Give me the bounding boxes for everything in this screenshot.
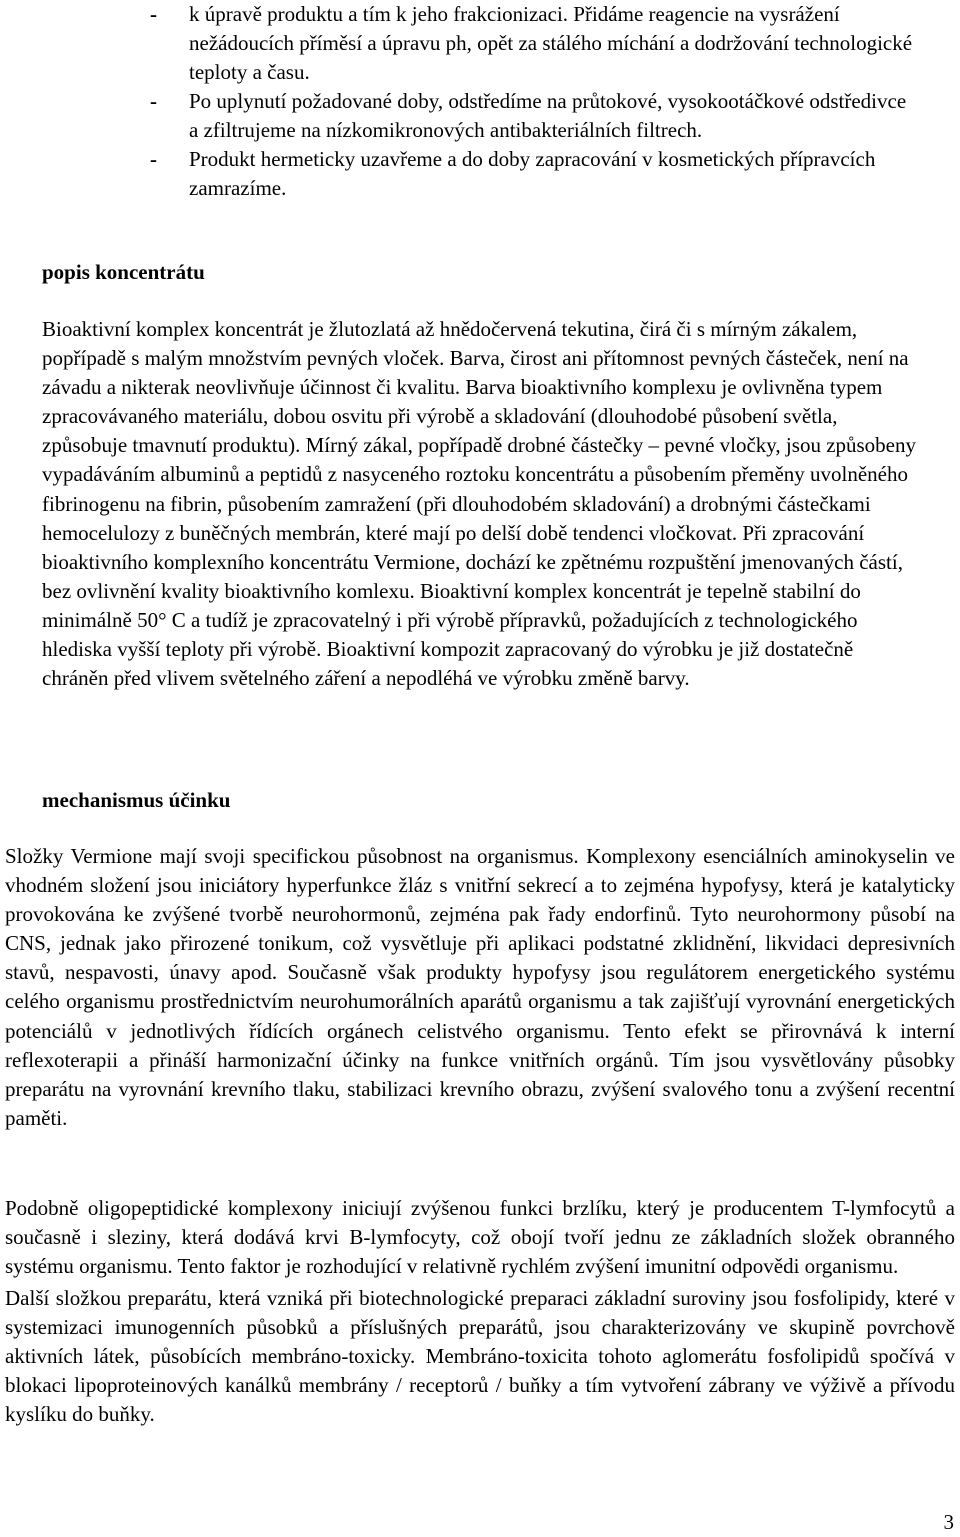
page-number: 3 [943, 1510, 954, 1534]
bullet-list [0, 0, 960, 203]
paragraph-mechanismus-2: Podobně oligopeptidické komplexony iniciují zvýšenou funkci brzlíku, který je producentem T-lymfocytů a současně i sleziny, která dodává krvi B-lymfocyty, což obojí tvoří jednu ze základních složek obranného systému organismu. Tento faktor je rozhodující v relativně rychlém zvýšení imunitní odpovědi organismu. [5, 1196, 955, 1279]
paragraph-mechanismus-1: Složky Vermione mají svoji specifickou působnost na organismus. Komplexony esenciálních aminokyselin ve vhodném složení jsou iniciátory hyperfunkce žláz s vnitřní sekrecí a to zejména hypofysy, která je katalyticky provokována ke zvýšené tvorbě neurohormonů, zejména pak řady endorfinů. Tyto neurohormony působí na CNS, jednak jako přirozené tonikum, což vysvětluje při aplikaci podstatné zklidnění, likvidaci depresivních stavů, nespavosti, únavy apod. Současně však produkty hypofysy jsou regulátorem energetického systému celého organismu prostřednictvím neurohumorálních aparátů organismu a tak zajišťují vyrovnání energetických potenciálů v jednotlivých řídících orgánech celistvého organismu. Tento efekt se přirovnává k interní reflexoterapii a přináší harmonizační účinky na funkce vnitřních orgánů. Tím jsou vysvětlovány působky preparátu na vyrovnání krevního tlaku, stabilizaci krevního obrazu, zvýšení svalového tonu a zvýšení recentní paměti. [5, 844, 955, 1130]
list-item-text: k úpravě produktu a tím k jeho frakcionizaci. Přidáme reagencie na vysrážení nežádoucích příměsí a úpravu ph, opět za stálého míchání a dodržování technologické teploty a času. [189, 2, 913, 84]
bullet-dash: - [150, 89, 157, 113]
list-item [0, 87, 960, 145]
section-heading-mechanismus-ucinku: mechanismus účinku [42, 788, 231, 812]
list-item-text: Po uplynutí požadované doby, odstředíme na průtokové, vysokootáčkové odstředivce a zfiltrujeme na nízkomikronových antibakteriálních filtrech. [189, 89, 907, 142]
list-item [0, 145, 960, 203]
paragraph-popis-koncentratu: Bioaktivní komplex koncentrát je žlutozlatá až hnědočervená tekutina, čirá či s mírným zákalem, popřípadě s malým množstvím pevných vloček. Barva, čirost ani přítomnost pevných částeček, není na závadu a nikterak neovlivňuje účinnost či kvalitu. Barva bioaktivního komplexu je ovlivněna typem zpracovávaného materiálu, dobou osvitu při výrobě a skladování (dlouhodobé působení světla, způsobuje tmavnutí produktu). Mírný zákal, popřípadě drobné částečky – pevné vločky, jsou způsobeny vypadáváním albuminů a peptidů z nasyceného roztoku koncentrátu a působením přeměny uvolněného fibrinogenu na fibrin, působením zamražení (při dlouhodobém skladování) a drobnými částečkami hemocelulozy z buněčných membrán, které mají po delší době tendenci vločkovat. Při zpracování bioaktivního komplexního koncentrátu Vermione, dochází ke zpětnému rozpuštění jmenovaných částí, bez ovlivnění kvality bioaktivního komlexu. Bioaktivní komplex koncentrát je tepelně stabilní do minimálně 50° C a tudíž je zpracovatelný i při výrobě přípravků, požadujících z technologického hlediska vyšší teploty při výrobě. Bioaktivní kompozit zapracovaný do výrobku je již dostatečně chráněn před vlivem světelného záření a nepodléhá ve výrobku změně barvy. [42, 317, 917, 691]
bullet-dash: - [150, 147, 157, 171]
bullet-dash: - [150, 2, 157, 26]
section-heading-popis-koncentratu: popis koncentrátu [42, 260, 205, 284]
list-item-text: Produkt hermeticky uzavřeme a do doby zapracování v kosmetických přípravcích zamrazíme. [189, 147, 876, 200]
paragraph-mechanismus-3: Další složkou preparátu, která vzniká při biotechnologické preparaci základní suroviny jsou fosfolipidy, které v systemizaci imunogenních působků a příslušných preparátů, jsou charakterizovány ve skupině povrchově aktivních látek, působících membráno-toxicky. Membráno-toxicita tohoto aglomerátu fosfolipidů spočívá v blokaci lipoproteinových kanálků membrány / receptorů / buňky a tím vytvoření zábrany ve výživě a přívodu kyslíku do buňky. [5, 1286, 955, 1427]
list-item [0, 0, 960, 87]
